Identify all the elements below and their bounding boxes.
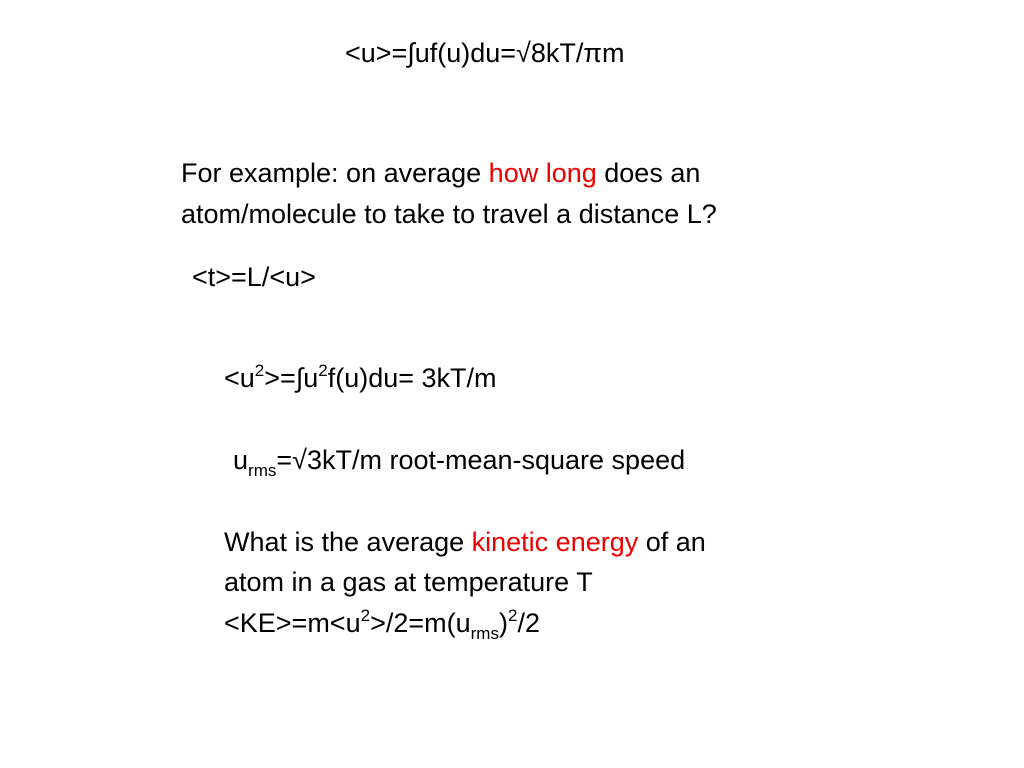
ke-prefix: What is the average [224, 527, 472, 557]
example-line-2 [181, 195, 717, 233]
example-suffix: does an [596, 158, 701, 188]
example-prefix: For example: on average [181, 158, 489, 188]
ke-suffix: of an [638, 527, 706, 557]
ke-question-line-1 [224, 523, 706, 561]
ms-exp-1: 2 [254, 361, 265, 380]
mean-speed-formula [345, 34, 625, 72]
rms-subscript: rms [248, 461, 277, 480]
ke-part-4: /2 [517, 608, 540, 638]
ms-lhs-close: >= [264, 363, 296, 393]
mean-time-formula [192, 258, 316, 296]
ke-part-1: <KE>=m<u [224, 608, 361, 638]
kinetic-energy-highlight: kinetic energy [471, 527, 639, 557]
mean-speed-rhs: uf(u)du=√8kT/πm [414, 38, 625, 68]
ke-part-2: >/2=m(u [370, 608, 471, 638]
integral-sign: ∫ [295, 363, 304, 393]
rms-u: u [233, 445, 249, 475]
how-long-highlight: how long [488, 158, 597, 188]
ke-part-3: ) [498, 608, 508, 638]
mean-time-text: <t>=L/<u> [192, 262, 316, 292]
ke-formula [224, 604, 540, 642]
integral-sign: ∫ [407, 38, 415, 68]
rms-equation: =√3kT/m root-mean-square speed [276, 445, 686, 475]
ke-rms-subscript: rms [470, 624, 499, 643]
ms-rhs-rest: f(u)du= 3kT/m [327, 363, 497, 393]
ms-exp-2: 2 [318, 361, 328, 380]
rms-speed-formula [233, 441, 685, 479]
ms-rhs-u: u [303, 363, 319, 393]
mean-square-formula [224, 359, 497, 397]
mean-speed-lhs: <u>= [345, 38, 408, 68]
example-line-1 [181, 154, 700, 192]
ke-exp-2: 2 [507, 606, 518, 625]
ms-lhs-open: <u [224, 363, 255, 393]
ke-exp-1: 2 [360, 606, 371, 625]
ke-line-2-text: atom in a gas at temperature T [224, 567, 593, 597]
ke-question-line-2 [224, 563, 593, 601]
example-line-2-text: atom/molecule to take to travel a distance L? [181, 199, 717, 229]
